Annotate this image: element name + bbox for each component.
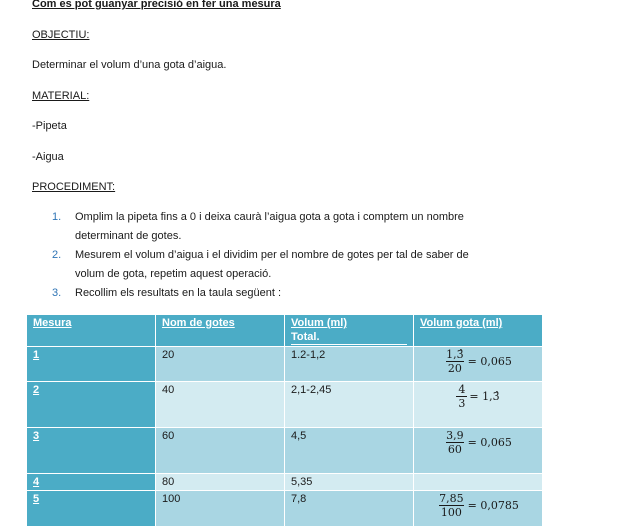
procedure-heading: PROCEDIMENT:: [32, 181, 116, 193]
table-row: [27, 474, 543, 491]
cell-volum: 2,1-2,45: [285, 382, 414, 428]
procedure-step: [52, 246, 532, 284]
results-table: [26, 314, 543, 527]
cell-volum: 4,5: [285, 428, 414, 474]
step-number: 3.: [52, 287, 62, 299]
fraction-numerator: 7,85: [439, 492, 464, 505]
table-row: [27, 347, 543, 382]
cell-gotes: 80: [156, 474, 285, 491]
material-item-pipeta: -Pipeta: [32, 120, 67, 132]
fraction: [444, 348, 512, 375]
fraction-denominator: 100: [440, 506, 462, 519]
cell-volum-gota: [414, 347, 543, 382]
fraction-denominator: 60: [447, 443, 462, 456]
cell-volum: 7,8: [285, 491, 414, 527]
cell-volum-gota: [414, 474, 543, 491]
fraction-result: = 0,0785: [467, 498, 519, 512]
step-text: Omplim la pipeta fins a 0 i deixa caurà l’aigua gota a gota i comptem un nombre: [75, 211, 464, 223]
material-heading: MATERIAL:: [32, 90, 90, 102]
cell-mesura: 1: [27, 347, 156, 382]
fraction-denominator: 3: [458, 397, 466, 410]
fraction-result: = 0,065: [467, 354, 512, 368]
cell-mesura: 5: [27, 491, 156, 527]
step-number: 1.: [52, 211, 62, 223]
objective-text: Determinar el volum d’una gota d’aigua.: [32, 59, 227, 71]
header-mesura: Mesura: [27, 315, 156, 347]
document-title: Com es pot guanyar precisió en fer una mesura: [32, 0, 281, 10]
fraction-result: = 1,3̂: [469, 389, 500, 403]
step-number: 2.: [52, 249, 62, 261]
step-text-cont: volum de gota, repetim aquest operació.: [75, 268, 272, 280]
header-volum-label: Volum (ml): [291, 317, 348, 329]
table-row: [27, 491, 543, 527]
step-text-cont: determinant de gotes.: [75, 230, 182, 242]
table-row: [27, 382, 543, 428]
fraction-numerator: 4: [458, 383, 466, 396]
table-row: [27, 428, 543, 474]
fraction: [456, 383, 499, 410]
cell-gotes: 20: [156, 347, 285, 382]
fraction-result: = 0,065: [467, 435, 512, 449]
header-volum-gota: Volum gota (ml): [414, 315, 543, 347]
cell-volum: 5,35: [285, 474, 414, 491]
cell-volum: 1.2-1,2: [285, 347, 414, 382]
cell-mesura: 4: [27, 474, 156, 491]
fraction-numerator: 3,9: [446, 429, 464, 442]
fraction: [437, 492, 519, 519]
cell-volum-gota: [414, 428, 543, 474]
material-item-aigua: -Aigua: [32, 151, 64, 163]
fraction-numerator: 1,3̂: [446, 348, 464, 361]
step-text: Recollim els resultats en la taula següent :: [75, 287, 282, 299]
cell-volum-gota: [414, 382, 543, 428]
header-total-label: Total.: [291, 330, 407, 345]
procedure-step: [52, 208, 532, 246]
cell-gotes: 40: [156, 382, 285, 428]
fraction-denominator: 20: [447, 362, 462, 375]
header-nom-gotes: Nom de gotes: [156, 315, 285, 347]
header-volum: [285, 315, 414, 347]
cell-volum-gota: [414, 491, 543, 527]
objective-heading: OBJECTIU:: [32, 29, 90, 41]
step-text: Mesurem el volum d’aigua i el dividim per el nombre de gotes per tal de saber de: [75, 249, 469, 261]
procedure-steps: [52, 208, 532, 303]
cell-mesura: 2: [27, 382, 156, 428]
fraction: [444, 429, 512, 456]
cell-gotes: 100: [156, 491, 285, 527]
procedure-step: [52, 284, 532, 303]
cell-gotes: 60: [156, 428, 285, 474]
cell-mesura: 3: [27, 428, 156, 474]
